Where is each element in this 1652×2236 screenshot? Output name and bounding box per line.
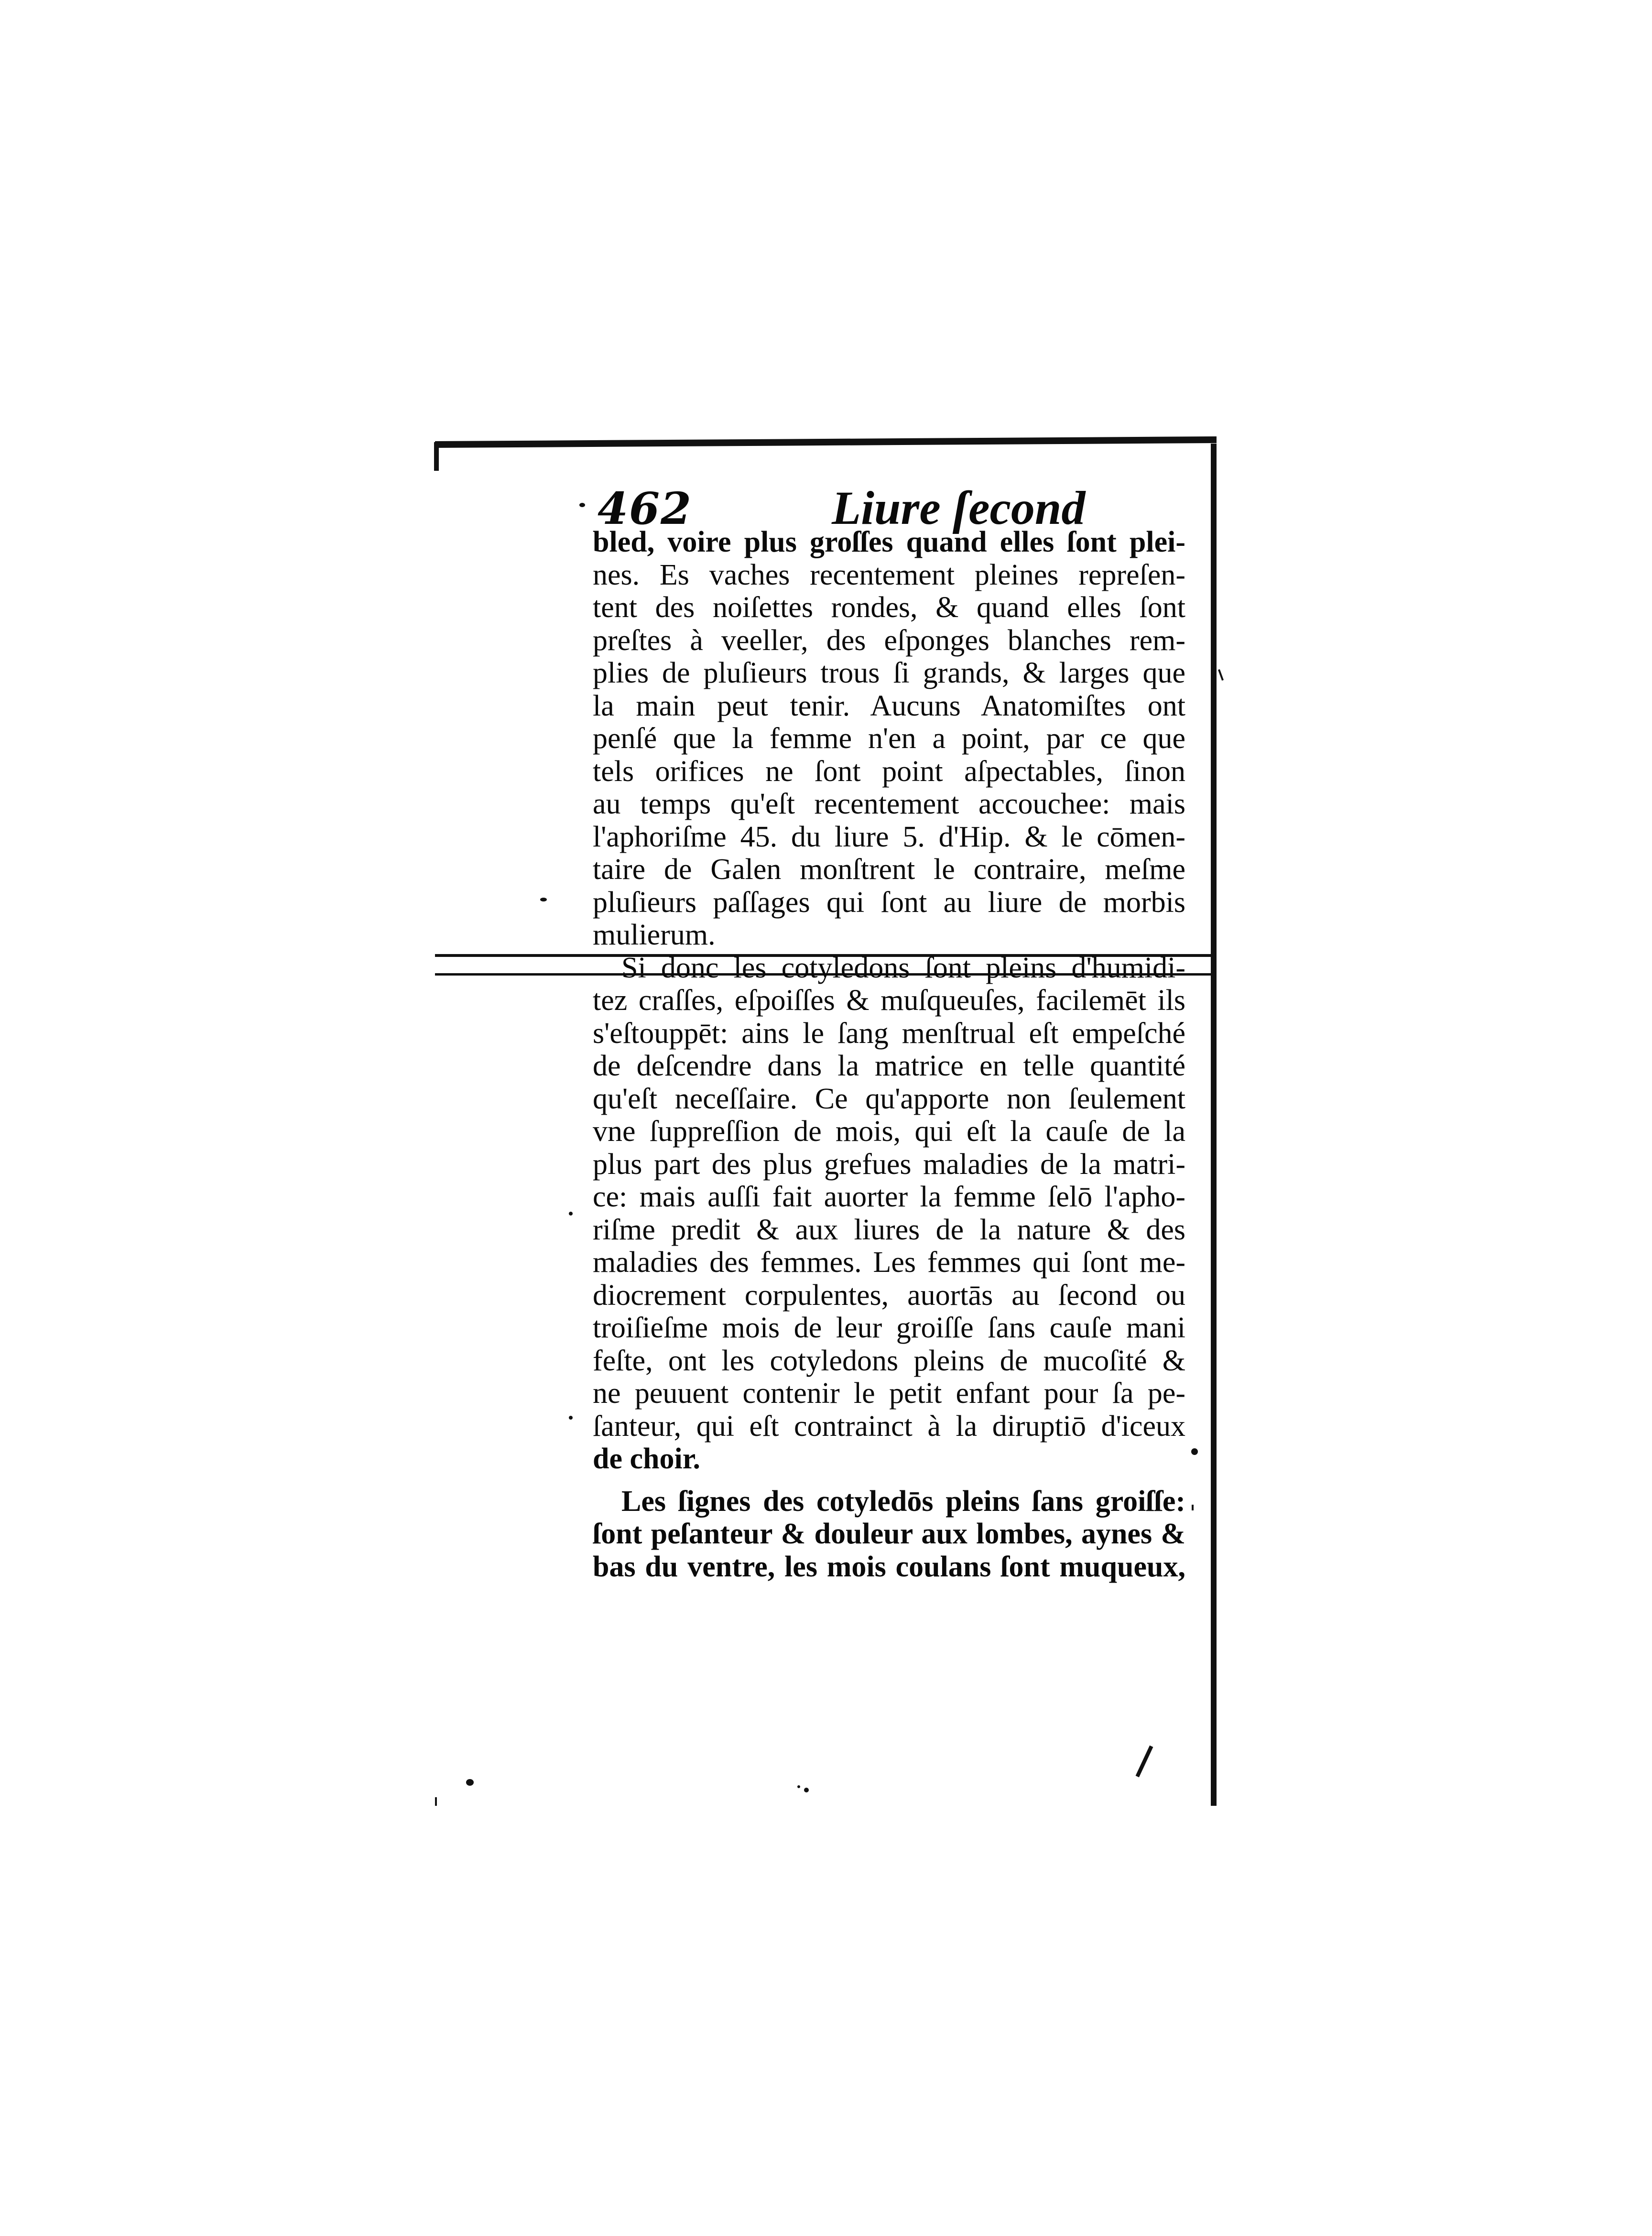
text-line: tels orifices ne ſont point aſpectables, ſinon (593, 755, 1185, 788)
stray-stroke (1136, 1746, 1153, 1778)
ink-speck (1191, 1448, 1198, 1455)
text-line: plies de pluſieurs trous ſi grands, & larges que (593, 657, 1185, 689)
text-line: de choir. (593, 1443, 701, 1475)
text-line: ſont peſanteur & douleur aux lombes, aynes & (593, 1518, 1185, 1550)
ink-speck (804, 1788, 809, 1792)
ink-speck (579, 503, 585, 507)
ink-speck (569, 1212, 573, 1216)
text-line: Les ſignes des cotyledōs pleins ſans groiſſe: (621, 1485, 1185, 1518)
text-line: nes. Es vaches recentement pleines repreſen- (593, 558, 1185, 591)
text-line: ne peuuent contenir le petit enfant pour ſa pe- (593, 1377, 1185, 1410)
text-line: tez craſſes, eſpoiſſes & muſqueuſes, facilemēt ils (593, 984, 1185, 1017)
text-line: troiſieſme mois de leur groiſſe ſans cauſe mani (593, 1312, 1185, 1344)
text-line: penſé que la femme n'en a point, par ce que (593, 722, 1185, 755)
text-line: au temps qu'eſt recentement accouchee: mais (593, 788, 1185, 820)
text-line: tent des noiſettes rondes, & quand elles ſont (593, 591, 1185, 624)
ink-speck (797, 1785, 800, 1788)
text-line: bas du ventre, les mois coulans ſont muqueux, (593, 1550, 1185, 1583)
text-line: de deſcendre dans la matrice en telle quantité (593, 1050, 1185, 1082)
text-line: diocrement corpulentes, auortās au ſecond ou (593, 1279, 1185, 1312)
ink-speck (540, 898, 547, 901)
body-text (593, 526, 1185, 1583)
text-line: bled, voire plus groſſes quand elles ſont plei- (593, 526, 1185, 558)
stray-stroke (1192, 1505, 1194, 1510)
page-right-edge (1211, 444, 1217, 1806)
stray-stroke (435, 1797, 437, 1806)
text-line: qu'eſt neceſſaire. Ce qu'apporte non ſeulement (593, 1082, 1185, 1115)
text-line: la main peut tenir. Aucuns Anatomiſtes ont (593, 689, 1185, 722)
running-head: Liure ſecond (832, 481, 1086, 534)
stray-stroke (1214, 588, 1216, 612)
text-line: mulierum. (593, 919, 716, 951)
stray-stroke (1218, 669, 1224, 681)
text-line: l'aphoriſme 45. du liure 5. d'Hip. & le cōmen- (593, 820, 1185, 853)
text-line: maladies des femmes. Les femmes qui ſont me- (593, 1246, 1185, 1279)
text-line: feſte, ont les cotyledons pleins de mucoſité & (593, 1344, 1185, 1377)
page-top-edge (435, 436, 1217, 448)
text-line: plus part des plus grefues maladies de la matri- (593, 1148, 1185, 1181)
text-line: pluſieurs paſſages qui ſont au liure de morbis (593, 886, 1185, 919)
ink-speck (466, 1779, 474, 1786)
text-line: s'eſtouppēt: ains le ſang menſtrual eſt empeſché (593, 1017, 1185, 1050)
page-left-edge (434, 442, 439, 471)
text-line: Si donc les cotyledons ſont pleins d'humidi- (621, 951, 1185, 984)
text-line: vne ſuppreſſion de mois, qui eſt la cauſe de la (593, 1115, 1185, 1148)
page-number: 462 (598, 483, 693, 534)
text-line: taire de Galen monſtrent le contraire, meſme (593, 853, 1185, 886)
ink-speck (569, 1416, 573, 1420)
text-line: ce: mais auſſi fait auorter la femme ſelō l'apho- (593, 1181, 1185, 1213)
text-line: ſanteur, qui eſt contrainct à la diruptiō d'iceux (593, 1410, 1185, 1443)
text-line: riſme predit & aux liures de la nature & des (593, 1213, 1185, 1246)
text-line: preſtes à veeller, des eſponges blanches rem- (593, 624, 1185, 657)
